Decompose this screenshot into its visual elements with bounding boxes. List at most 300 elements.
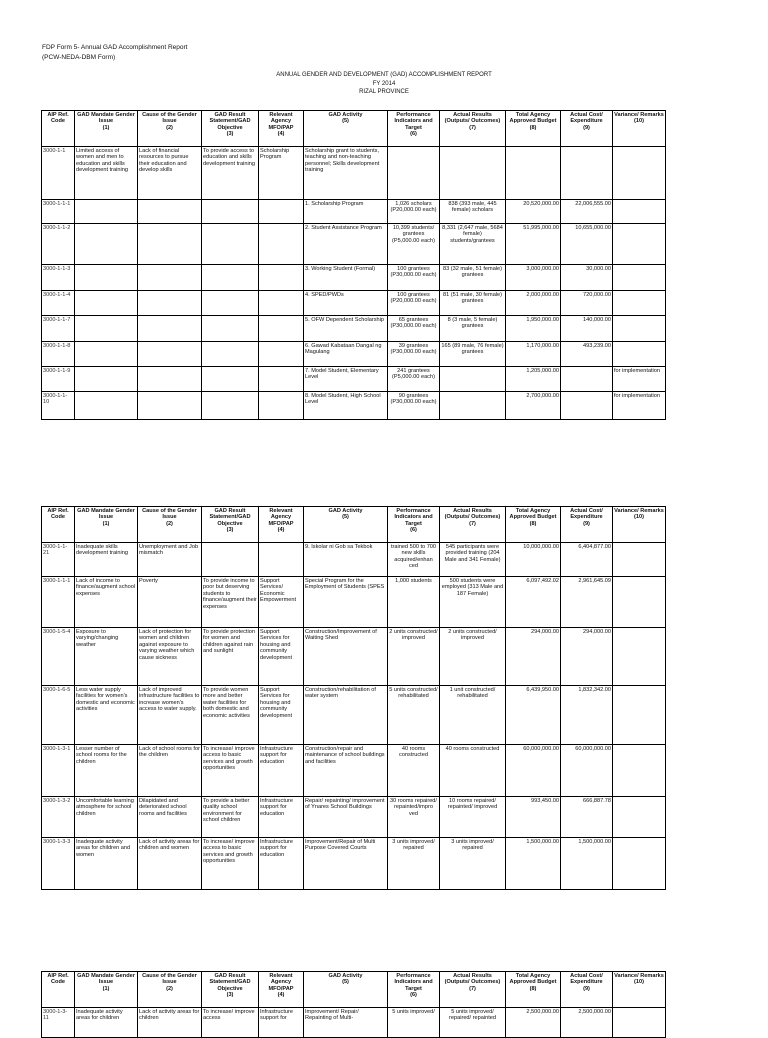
cell-gender-issue [75,342,138,367]
cell-gad-activity: 5. OFW Dependent Scholarship [304,316,388,342]
cell-cause: Lack of activity areas for children [138,1008,202,1038]
header-number: (4) [277,992,285,999]
header-label: Actual Results (Outputs/ Outcomes) [444,973,501,986]
cell-actual-cost: 140,000.00 [561,316,613,342]
cell-gender-issue [75,392,138,420]
cell-agency-mfo-pap: Support Services/ Economic Empowerment [259,577,304,628]
header-number: (10) [634,514,644,521]
cell-performance-indicators: 100 grantees (P20,000.00 each) [388,291,440,316]
cell-variance-remarks: for implementation [613,392,666,420]
header-performance-indicators [388,507,440,543]
cell-gad-activity: Improvement/Repair of Multi Purpose Covered Courts [304,838,388,890]
cell-cause: Unemployment and Job mismatch [138,543,202,577]
cell-approved-budget: 20,520,000.00 [506,200,561,224]
cell-agency-mfo-pap [259,367,304,392]
header-cause [138,111,202,147]
header-variance-remarks [613,507,666,543]
table-row [42,200,666,224]
cell-agency-mfo-pap: Support Services for housing and community development [259,686,304,745]
header-number: (7) [469,520,476,527]
cell-result-statement [202,342,259,367]
cell-gender-issue: Lack of income to finance/augment school expenses [75,577,138,628]
cell-result-statement [202,367,259,392]
header-number: (6) [410,131,417,138]
cell-gender-issue: Inadequate skills development training [75,543,138,577]
accomplishment-table-1 [41,110,666,420]
cell-agency-mfo-pap [259,543,304,577]
cell-result-statement [202,543,259,577]
header-number: (10) [634,979,644,986]
cell-gad-activity: Construction/Improvement of Waiting Shed [304,628,388,686]
header-number: (10) [634,118,644,125]
cell-performance-indicators: 2 units constructed/ improved [388,628,440,686]
cell-gender-issue: Inadequate activity areas for children [75,1008,138,1038]
header-number: (8) [529,520,537,527]
cell-actual-results: 81 (51 male, 30 female) grantees [440,291,506,316]
table-row [42,577,666,628]
cell-approved-budget: 2,000,000.00 [506,291,561,316]
cell-agency-mfo-pap [259,200,304,224]
cell-result-statement: To provide a better quality school environment for school children [202,797,259,838]
cell-cause: Lack of activity areas for children and women [138,838,202,890]
header-variance-remarks [613,111,666,147]
header-number: (9) [583,520,590,527]
cell-gad-activity: Construction/repair and maintenance of school buildings and facilities [304,745,388,797]
cell-approved-budget: 6,439,950.00 [506,686,561,745]
table-row [42,316,666,342]
cell-variance-remarks [613,797,666,838]
cell-gender-issue [75,224,138,265]
cell-actual-results: 40 rooms constructed [440,745,506,797]
cell-cause [138,316,202,342]
cell-aip-ref-code: 3000-1-3-1 [42,745,75,797]
header-performance-indicators [388,111,440,147]
cell-actual-cost: 6,404,877.00 [561,543,613,577]
cell-performance-indicators: 10,399 students/ grantees (P5,000.00 each) [388,224,440,265]
cell-gender-issue: Less water supply facilities for women's domestic and economic activities [75,686,138,745]
header-label: GAD Activity [328,973,363,979]
header-label: Actual Cost/ Expenditure [570,112,603,125]
header-label: Relevant Agency MFO/PAP [268,973,294,992]
header-number: (4) [277,527,285,534]
header-agency-mfo-pap [259,972,304,1008]
cell-gender-issue: Uncomfortable learning atmosphere for school children [75,797,138,838]
header-performance-indicators [388,972,440,1008]
header-approved-budget [506,972,561,1008]
header-label: GAD Mandate Gender Issue [77,112,135,125]
cell-gender-issue [75,200,138,224]
report-year: FY 2014 [372,80,396,87]
cell-variance-remarks [613,838,666,890]
cell-approved-budget: 51,995,000.00 [506,224,561,265]
cell-actual-cost [561,392,613,420]
cell-aip-ref-code: 3000-1-5-4 [42,628,75,686]
header-aip-ref-code [42,972,75,1008]
cell-actual-cost: 2,961,645.09 [561,577,613,628]
table-row [42,1008,666,1038]
header-gad-activity [304,972,388,1008]
header-number: (7) [469,124,476,131]
header-number: (5) [342,514,349,521]
header-row [42,507,666,543]
header-actual-cost [561,507,613,543]
cell-variance-remarks [613,543,666,577]
cell-aip-ref-code: 3000-1-1-4 [42,291,75,316]
header-number: (1) [102,985,110,992]
cell-gender-issue: Lesser number of school rooms for the children [75,745,138,797]
cell-actual-results: 1 unit constructed/ rehabilitated [440,686,506,745]
header-label: Variance/ Remarks [614,508,664,514]
cell-actual-results: 8 (3 male, 5 female) grantees [440,316,506,342]
header-actual-results [440,972,506,1008]
cell-result-statement: To increase/ improve access [202,1008,259,1038]
cell-gad-activity: 3. Working Student (Formal) [304,265,388,291]
cell-aip-ref-code: 3000-1-3-11 [42,1008,75,1038]
header-number: (3) [226,527,234,534]
cell-result-statement [202,392,259,420]
cell-aip-ref-code: 3000-1-1-10 [42,392,75,420]
cell-cause [138,265,202,291]
header-label: Cause of the Gender Issue [142,973,197,986]
cell-approved-budget: 1,205,000.00 [506,367,561,392]
header-label: Total Agency Approved Budget [509,973,557,986]
cell-variance-remarks [613,265,666,291]
cell-performance-indicators: 90 grantees (P30,000.00 each) [388,392,440,420]
accomplishment-table-2 [41,506,666,890]
cell-cause: Lack of financial resources to pursue their education and develop skills [138,147,202,200]
cell-agency-mfo-pap [259,342,304,367]
cell-actual-cost: 10,655,000.00 [561,224,613,265]
cell-actual-results: 8,331 (2,647 male, 5684 female) students/grantees [440,224,506,265]
cell-result-statement: To provide women more and better water facilities for both domestic and economic activities [202,686,259,745]
cell-cause: Lack of school rooms for the children [138,745,202,797]
cell-approved-budget: 3,000,000.00 [506,265,561,291]
cell-cause [138,342,202,367]
header-label: GAD Mandate Gender Issue [77,508,135,521]
header-label: GAD Result Statement/GAD Objective [209,508,251,527]
cell-agency-mfo-pap: Support Services for housing and community development [259,628,304,686]
accomplishment-table-3 [41,971,666,1038]
cell-cause: Dilapidated and deteriorated school rooms and facilities [138,797,202,838]
cell-aip-ref-code: 3000-1-1-9 [42,367,75,392]
header-number: (2) [166,520,173,527]
cell-variance-remarks [613,147,666,200]
header-row [42,972,666,1008]
header-actual-results [440,507,506,543]
cell-gad-activity: 9. Iskolar ni Gob sa Tekbok [304,543,388,577]
cell-gad-activity: 2. Student Assistance Program [304,224,388,265]
table-row [42,367,666,392]
cell-actual-results: 500 students were employed (313 Male and 187 Female) [440,577,506,628]
cell-performance-indicators: 241 grantees (P5,000.00 each) [388,367,440,392]
header-label: AIP Ref. Code [47,112,69,125]
cell-result-statement [202,291,259,316]
cell-aip-ref-code: 3000-1-3-3 [42,838,75,890]
cell-approved-budget: 10,000,000.00 [506,543,561,577]
header-number: (6) [410,992,417,999]
cell-approved-budget: 1,500,000.00 [506,838,561,890]
cell-agency-mfo-pap: Infrastructure support for [259,1008,304,1038]
header-cause [138,507,202,543]
cell-aip-ref-code: 3000-1-1-1 [42,577,75,628]
cell-actual-results: 2 units constructed/ improved [440,628,506,686]
header-aip-ref-code [42,507,75,543]
cell-aip-ref-code: 3000-1-1-1 [42,200,75,224]
header-label: GAD Activity [328,112,363,118]
cell-performance-indicators: 5 units improved/ [388,1008,440,1038]
cell-agency-mfo-pap [259,224,304,265]
cell-actual-cost: 1,832,342.00 [561,686,613,745]
cell-variance-remarks [613,342,666,367]
header-variance-remarks [613,972,666,1008]
header-number: (7) [469,985,476,992]
header-label: Actual Cost/ Expenditure [570,973,603,986]
cell-variance-remarks [613,316,666,342]
cell-performance-indicators: 100 grantees (P30,000.00 each) [388,265,440,291]
cell-actual-cost: 720,000.00 [561,291,613,316]
cell-gender-issue [75,265,138,291]
header-row [42,111,666,147]
cell-approved-budget: 1,950,000.00 [506,316,561,342]
cell-agency-mfo-pap: Scholarship Program [259,147,304,200]
cell-aip-ref-code: 3000-1-1-3 [42,265,75,291]
cell-gad-activity: Repair/ repainting/ improvement of Ynares School Buildings [304,797,388,838]
cell-gender-issue [75,316,138,342]
cell-approved-budget: 1,170,000.00 [506,342,561,367]
header-approved-budget [506,111,561,147]
header-number: (6) [410,527,417,534]
cell-result-statement: To increase/ improve access to basic services and growth opportunities [202,745,259,797]
cell-performance-indicators: 40 rooms constructed [388,745,440,797]
cell-actual-cost: 60,000,000.00 [561,745,613,797]
header-label: Performance Indicators and Target [394,508,433,527]
header-label: Total Agency Approved Budget [509,508,557,521]
header-approved-budget [506,507,561,543]
cell-aip-ref-code: 3000-1-1-8 [42,342,75,367]
cell-actual-results: 838 (393 male, 445 female) scholars [440,200,506,224]
cell-cause [138,224,202,265]
header-number: (9) [583,124,590,131]
cell-gad-activity: 4. SPED/PWDs [304,291,388,316]
cell-performance-indicators: trained 500 to 700 new skills acquired/enhan ced [388,543,440,577]
cell-result-statement: To provide protection for women and children against rain and sunlight [202,628,259,686]
cell-gad-activity: 6. Gawad Kabataan Dangal ng Magulang [304,342,388,367]
cell-approved-budget: 993,450.00 [506,797,561,838]
header-actual-cost [561,111,613,147]
cell-gender-issue: Inadequate activity areas for children and women [75,838,138,890]
cell-performance-indicators [388,147,440,200]
header-number: (3) [226,992,234,999]
cell-result-statement [202,224,259,265]
cell-variance-remarks [613,745,666,797]
header-number: (1) [102,124,110,131]
header-number: (5) [342,118,349,125]
table-row [42,838,666,890]
cell-variance-remarks [613,224,666,265]
header-number: (8) [529,985,537,992]
table-row [42,745,666,797]
cell-actual-cost: 2,500,000.00 [561,1008,613,1038]
cell-result-statement: To increase/ improve access to basic services and growth opportunities [202,838,259,890]
header-number: (4) [277,131,285,138]
table-row [42,628,666,686]
cell-actual-results: 165 (89 male, 76 female) grantees [440,342,506,367]
header-number: (2) [166,124,173,131]
cell-variance-remarks [613,1008,666,1038]
cell-aip-ref-code: 3000-1-1 [42,147,75,200]
table-row [42,797,666,838]
header-label: Total Agency Approved Budget [509,112,557,125]
cell-actual-cost: 666,887.78 [561,797,613,838]
report-province: RIZAL PROVINCE [359,89,409,95]
header-label: Performance Indicators and Target [394,973,433,992]
header-label: GAD Result Statement/GAD Objective [209,973,251,992]
cell-variance-remarks [613,577,666,628]
header-label: AIP Ref. Code [47,508,69,521]
cell-gender-issue: Exposure to varying/changing weather [75,628,138,686]
cell-gad-activity: Special Program for the Employment of Students (SPES [304,577,388,628]
cell-variance-remarks [613,686,666,745]
cell-actual-results: 5 units improved/ repaired/ repainted [440,1008,506,1038]
table-row [42,543,666,577]
cell-performance-indicators: 39 grantees (P30,000.00 each) [388,342,440,367]
header-agency-mfo-pap [259,111,304,147]
header-label: Actual Cost/ Expenditure [570,508,603,521]
header-label: GAD Mandate Gender Issue [77,973,135,986]
form-title: FDP Form 5- Annual GAD Accomplishment Report [42,44,188,51]
header-number: (9) [583,985,590,992]
header-result-statement [202,507,259,543]
cell-agency-mfo-pap: Infrastructure support for education [259,797,304,838]
cell-actual-cost: 22,006,555.00 [561,200,613,224]
header-gad-activity [304,111,388,147]
cell-result-statement [202,265,259,291]
header-label: Cause of the Gender Issue [142,508,197,521]
header-number: (1) [102,520,110,527]
header-label: Variance/ Remarks [614,112,664,118]
cell-variance-remarks: for implementation [613,367,666,392]
cell-aip-ref-code: 3000-1-1-7 [42,316,75,342]
form-subtitle: (PCW-NEDA-DBM Form) [42,54,116,61]
header-aip-ref-code [42,111,75,147]
header-label: Variance/ Remarks [614,973,664,979]
report-header [0,71,768,97]
cell-approved-budget: 2,700,000.00 [506,392,561,420]
cell-aip-ref-code: 3000-1-1-21 [42,543,75,577]
cell-actual-cost [561,367,613,392]
cell-gad-activity: Improvement/ Repair/ Repainting of Multi- [304,1008,388,1038]
header-actual-cost [561,972,613,1008]
cell-actual-results [440,367,506,392]
header-label: Cause of the Gender Issue [142,112,197,125]
table-row [42,392,666,420]
cell-agency-mfo-pap [259,291,304,316]
cell-performance-indicators: 30 rooms repaired/ repainted/impro ved [388,797,440,838]
report-title: ANNUAL GENDER AND DEVELOPMENT (GAD) ACCOMPLISHMENT REPORT [276,72,492,78]
cell-approved-budget: 60,000,000.00 [506,745,561,797]
header-label: Actual Results (Outputs/ Outcomes) [444,112,501,125]
table-row [42,291,666,316]
cell-result-statement [202,316,259,342]
form-header [42,43,187,63]
cell-gad-activity: 8. Model Student, High School Level [304,392,388,420]
cell-cause [138,200,202,224]
cell-variance-remarks [613,200,666,224]
header-label: Relevant Agency MFO/PAP [268,112,294,131]
cell-actual-results: 545 participants were provided training (204 Male and 341 Female) [440,543,506,577]
header-gad-activity [304,507,388,543]
cell-result-statement [202,200,259,224]
cell-agency-mfo-pap: Infrastructure support for education [259,745,304,797]
cell-gender-issue [75,367,138,392]
cell-approved-budget [506,147,561,200]
header-label: GAD Activity [328,508,363,514]
header-label: AIP Ref. Code [47,973,69,986]
cell-gad-activity: Construction/rehabilitation of water system [304,686,388,745]
cell-gad-activity: Scholarship grant to students, teaching and non-teaching personnel; Skills development training [304,147,388,200]
cell-actual-results [440,392,506,420]
cell-actual-cost: 493,239.00 [561,342,613,367]
cell-agency-mfo-pap: Infrastructure support for education [259,838,304,890]
cell-variance-remarks [613,291,666,316]
cell-actual-cost [561,147,613,200]
table-row [42,147,666,200]
header-gender-issue [75,111,138,147]
cell-cause: Poverty [138,577,202,628]
cell-gender-issue [75,291,138,316]
cell-aip-ref-code: 3000-1-6-5 [42,686,75,745]
cell-aip-ref-code: 3000-1-1-2 [42,224,75,265]
cell-approved-budget: 2,500,000.00 [506,1008,561,1038]
header-gender-issue [75,972,138,1008]
header-actual-results [440,111,506,147]
cell-performance-indicators: 1,000 students [388,577,440,628]
header-label: Performance Indicators and Target [394,112,433,131]
header-label: Actual Results (Outputs/ Outcomes) [444,508,501,521]
cell-cause [138,291,202,316]
header-number: (8) [529,124,537,131]
cell-aip-ref-code: 3000-1-3-2 [42,797,75,838]
cell-result-statement: To provide access to education and skills development training [202,147,259,200]
header-gender-issue [75,507,138,543]
header-label: Relevant Agency MFO/PAP [268,508,294,527]
table-row [42,224,666,265]
cell-cause: Lack of improved infrastructure facilities to increase women's access to water supply. [138,686,202,745]
cell-gender-issue: Limited access of women and men to education and skills development training [75,147,138,200]
cell-actual-results [440,147,506,200]
header-number: (3) [226,131,234,138]
cell-variance-remarks [613,628,666,686]
cell-agency-mfo-pap [259,392,304,420]
cell-agency-mfo-pap [259,316,304,342]
header-result-statement [202,111,259,147]
cell-actual-cost: 1,500,000.00 [561,838,613,890]
cell-cause [138,367,202,392]
cell-actual-results: 3 units improved/ repaired [440,838,506,890]
cell-actual-cost: 30,000.00 [561,265,613,291]
cell-gad-activity: 1. Scholarship Program [304,200,388,224]
cell-agency-mfo-pap [259,265,304,291]
header-label: GAD Result Statement/GAD Objective [209,112,251,131]
header-agency-mfo-pap [259,507,304,543]
cell-actual-results: 10 rooms repaired/ repainted/ improved [440,797,506,838]
header-number: (5) [342,979,349,986]
cell-gad-activity: 7. Model Student, Elementary Level [304,367,388,392]
cell-cause: Lack of protection for women and children against exposure to varying weather which cause sickness [138,628,202,686]
cell-performance-indicators: 65 grantees (P30,000.00 each) [388,316,440,342]
table-row [42,342,666,367]
cell-performance-indicators: 1,026 scholars (P20,000.00 each) [388,200,440,224]
